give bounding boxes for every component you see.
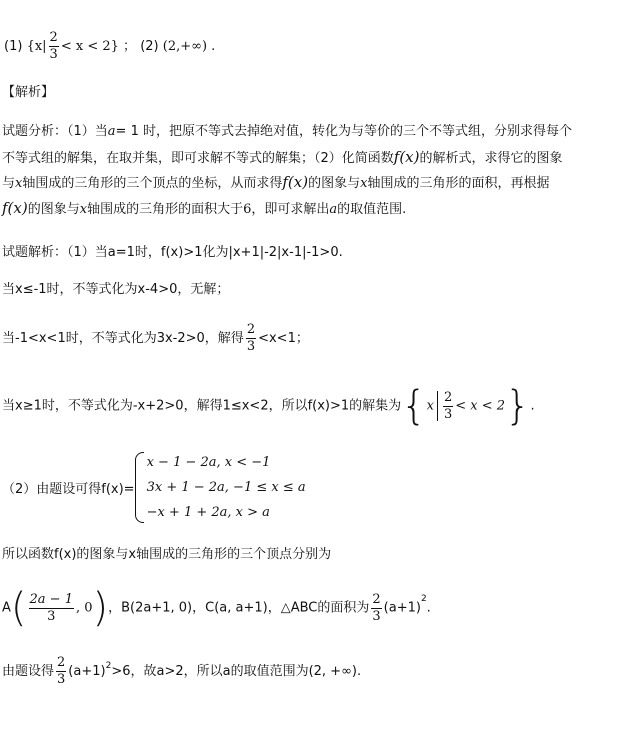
var-a: a (329, 202, 338, 217)
frac-num: 2a − 1 (29, 591, 73, 607)
fraction-2a-1-over-3 (29, 592, 74, 625)
solution-text: 由题设得 (2, 664, 55, 679)
analysis-text: 的图象与 (27, 202, 80, 217)
exponent: 2 (105, 661, 112, 671)
func-f: f(x) (393, 148, 420, 166)
solution-set: {x $\frac{2}{3}$ < x < 2} (401, 383, 531, 429)
answer-end: . (211, 39, 216, 54)
piece-3: −x + 1 + 2a, x > a (146, 505, 270, 520)
analysis-text: 不等式组的解集，在取并集，即可求解不等式的解集；（2）化简函数 (2, 151, 394, 166)
answer-line (4, 30, 215, 63)
coordinate-zero: , 0 (75, 600, 93, 616)
solution-line-6: 所以函数f(x)的图象与x轴围成的三角形的三个顶点分别为 (2, 547, 332, 562)
fraction-two-thirds (443, 390, 453, 423)
analysis-text: 的解析式，求得它的图象 (419, 151, 563, 166)
var-x: x (360, 176, 368, 191)
frac-den: 3 (57, 672, 66, 687)
analysis-text: 轴围成的三角形的面积，再根据 (367, 176, 550, 191)
var-x: x (426, 398, 434, 414)
analysis-line-1 (2, 122, 572, 142)
answer-fraction (49, 30, 59, 63)
solution-line-1: 试题解析：（1）当a=1时，f(x)>1化为|x+1|-2|x-1|-1>0. (2, 245, 343, 260)
jiexi-title: 【解析】 (2, 85, 55, 100)
answer-frac-num: 2 (49, 30, 58, 45)
solution-text: <x<1； (258, 331, 309, 346)
solution-text: (a+1) (68, 664, 106, 679)
frac-den: 3 (246, 339, 256, 354)
solution-line-2: 当x≤-1时，不等式化为x-4>0，无解； (2, 282, 230, 297)
answer-set-prefix: {x| (26, 39, 47, 54)
solution-line-4 (2, 383, 535, 429)
analysis-line-2 (2, 147, 563, 169)
analysis-text: 与 (2, 176, 16, 191)
analysis-text: 的取值范围. (337, 202, 407, 217)
answer-separator: ； (123, 39, 137, 54)
solution-text: >6，故a>2，所以a的取值范围为(2, +∞). (111, 664, 362, 679)
func-f: f(x) (2, 199, 28, 217)
analysis-line-3 (2, 172, 549, 194)
solution-line-5 (2, 450, 306, 525)
analysis-text: 试题分析：（1）当 (2, 124, 108, 139)
solution-text: (a+1) (383, 600, 421, 616)
var-a: a (107, 124, 116, 139)
func-f: f(x) (282, 173, 309, 191)
piece-1: x − 1 − 2a, x < −1 (146, 455, 271, 470)
exponent: 2 (420, 594, 427, 604)
vertex-label-a: A (2, 600, 11, 616)
solution-line-8 (2, 655, 361, 688)
frac-num: 2 (246, 322, 256, 337)
analysis-text: 的图象与 (308, 176, 361, 191)
set-condition: < x < 2 (455, 398, 506, 414)
frac-num: 2 (372, 591, 381, 607)
fraction-two-thirds (246, 322, 256, 355)
var-x: x (79, 202, 88, 217)
solution-text: 当-1<x<1时，不等式化为3x-2>0，解得 (2, 331, 244, 346)
solution-text: . (530, 398, 535, 414)
piece-2: 3x + 1 − 2a, −1 ≤ x ≤ a (146, 480, 306, 495)
piecewise-function (135, 450, 306, 525)
analysis-text: 轴围成的三角形的三个顶点的坐标，从而求得 (22, 176, 283, 191)
solution-line-3 (2, 322, 309, 355)
number-six: 6 (243, 202, 252, 217)
frac-den: 3 (443, 406, 453, 422)
analysis-line-4 (2, 198, 406, 220)
analysis-text: = 1 时，把原不等式去掉绝对值，转化为与等价的三个不等式组，分别求得每个 (115, 124, 572, 139)
answer-part1-label: (1) (4, 39, 23, 54)
solution-text: （2）由题设可得f(x)= (2, 482, 135, 497)
answer-part2-label: (2) (140, 39, 159, 54)
solution-line-7: A( $\frac{2a - 1}{3}$ , 0)，B(2a+1, 0)，C(a, a+1)，△ABC的面积为 $\frac{2}{3}$ $(a+1)^2$. (2, 585, 431, 631)
analysis-text: ，即可求解出 (251, 202, 330, 217)
frac-num: 2 (443, 389, 453, 405)
solution-text: . (426, 600, 431, 616)
frac-num: 2 (57, 655, 66, 670)
var-x: x (15, 176, 23, 191)
frac-den: 3 (372, 608, 381, 624)
fraction-two-thirds (371, 592, 381, 625)
analysis-text: 轴围成的三角形的面积大于 (87, 202, 244, 217)
frac-den: 3 (29, 608, 74, 625)
answer-frac-den: 3 (49, 47, 58, 62)
answer-interval: (2,+∞) (162, 39, 208, 54)
fraction-two-thirds (56, 655, 66, 688)
answer-set-suffix: < x < 2} (60, 39, 119, 54)
solution-text: ，B(2a+1, 0)，C(a, a+1)，△ABC的面积为 (108, 600, 370, 616)
solution-text: 当x≥1时，不等式化为-x+2>0，解得1≤x<2，所以f(x)>1的解集为 (2, 398, 402, 414)
